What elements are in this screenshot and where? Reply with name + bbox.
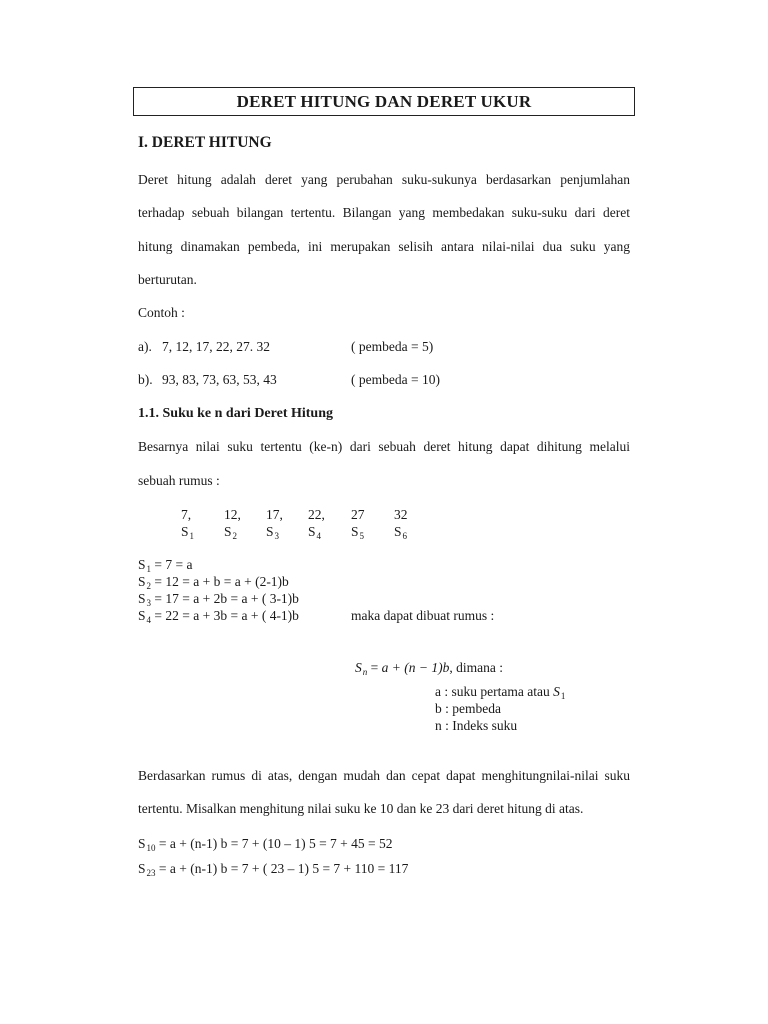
paragraph-line: Deret hitung adalah deret yang perubahan suku-sukunya berdasarkan penjumlahan bbox=[138, 172, 630, 187]
seq-label: $S_1$ bbox=[181, 524, 195, 541]
example-a-label: a). bbox=[138, 339, 152, 354]
seq-value: 17, bbox=[266, 507, 283, 522]
seq-value: 27 bbox=[351, 507, 365, 522]
seq-label: $S_6$ bbox=[394, 524, 408, 541]
equation-line: $S_1 = 7 = a$ bbox=[138, 557, 193, 574]
general-formula: $S_n = a + (n - 1)b$, dimana : bbox=[355, 660, 503, 677]
calculation-line: $S_{10} = a + (n-1) b = 7 + (10 - 1) 5 = 7 + 45 = 52$ bbox=[138, 836, 393, 853]
definition-n: n : Indeks suku bbox=[435, 718, 518, 733]
contoh-label: Contoh : bbox=[138, 305, 185, 320]
definition-b: b : pembeda bbox=[435, 701, 501, 716]
document-title: DERET HITUNG DAN DERET UKUR bbox=[133, 87, 635, 116]
seq-value: 22, bbox=[308, 507, 325, 522]
seq-value: 32 bbox=[394, 507, 408, 522]
definition-a: a : suku pertama atau $S_1$ bbox=[435, 684, 566, 701]
paragraph-line: terhadap sebuah bilangan tertentu. Bilangan yang membedakan suku-suku dari deret bbox=[138, 205, 630, 220]
section-heading-deret-hitung: I. DERET HITUNG bbox=[138, 134, 272, 151]
paragraph-line: Berdasarkan rumus di atas, dengan mudah dan cepat dapat menghitungnilai-nilai suku bbox=[138, 768, 630, 783]
example-b-label: b). bbox=[138, 372, 153, 387]
example-a-sequence: 7, 12, 17, 22, 27. 32 bbox=[162, 339, 270, 354]
subsection-heading: 1.1. Suku ke n dari Deret Hitung bbox=[138, 406, 333, 421]
paragraph-line: tertentu. Misalkan menghitung nilai suku ke 10 dan ke 23 dari deret hitung di atas. bbox=[138, 801, 584, 816]
example-b-sequence: 93, 83, 73, 63, 53, 43 bbox=[162, 372, 277, 387]
seq-label: $S_5$ bbox=[351, 524, 365, 541]
seq-label: $S_2$ bbox=[224, 524, 238, 541]
paragraph-line: hitung dinamakan pembeda, ini merupakan selisih antara nilai-nilai dua suku yang bbox=[138, 239, 630, 254]
seq-value: 12, bbox=[224, 507, 241, 522]
maka-text: maka dapat dibuat rumus : bbox=[351, 608, 495, 623]
seq-label: $S_4$ bbox=[308, 524, 322, 541]
equation-line: $S_4 = 22 = a + 3b = a$ + ( 4-1)b bbox=[138, 608, 299, 625]
equation-line: $S_2 = 12 = a + b = a + (2-1)b$ bbox=[138, 574, 289, 591]
paragraph-line: sebuah rumus : bbox=[138, 473, 220, 488]
paragraph-line: Besarnya nilai suku tertentu (ke-n) dari sebuah deret hitung dapat dihitung melalui bbox=[138, 439, 630, 454]
paragraph-line: berturutan. bbox=[138, 272, 197, 287]
example-b-note: ( pembeda = 10) bbox=[351, 372, 440, 387]
calculation-line: $S_{23} = a + (n-1) b = 7$ + ( 23 – 1) 5 = 7 + 110 = 117 bbox=[138, 861, 409, 878]
seq-value: 7, bbox=[181, 507, 192, 522]
seq-label: $S_3$ bbox=[266, 524, 280, 541]
example-a-note: ( pembeda = 5) bbox=[351, 339, 434, 354]
equation-line: $S_3 = 17 = a + 2b = a$ + ( 3-1)b bbox=[138, 591, 299, 608]
